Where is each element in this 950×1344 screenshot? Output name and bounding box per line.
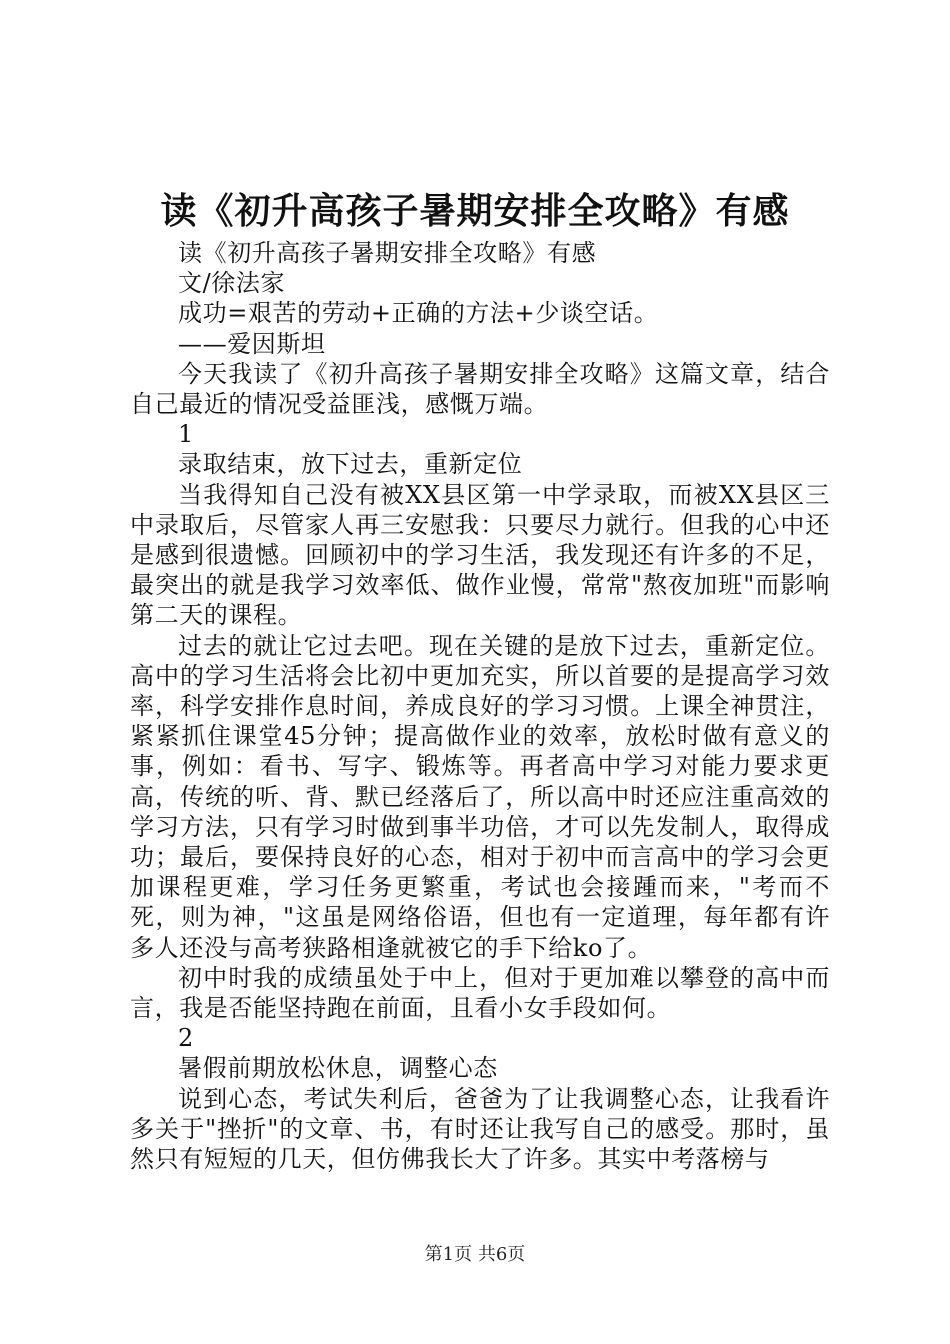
section-number: 1 [178, 420, 194, 449]
quote-author: ——爱因斯坦 [178, 329, 326, 358]
subtitle: 读《初升高孩子暑期安排全攻略》有感 [178, 239, 597, 267]
quote: 成功=艰苦的劳动+正确的方法+少谈空话。 [178, 299, 659, 328]
section-heading: 录取结束，放下过去，重新定位 [178, 450, 523, 479]
intro-paragraph: 今天我读了《初升高孩子暑期安排全攻略》这篇文章，结合自己最近的情况受益匪浅，感慨万端。 [130, 359, 830, 419]
section-number: 2 [178, 1024, 194, 1053]
paragraph: 初中时我的成绩虽处于中上，但对于更加难以攀登的高中而言，我是否能坚持跑在前面，且看小女手段如何。 [130, 963, 830, 1023]
document-body [130, 238, 830, 1174]
section-heading: 暑假前期放松休息，调整心态 [178, 1054, 498, 1083]
paragraph: 当我得知自己没有被XX县区第一中学录取，而被XX县区三中录取后，尽管家人再三安慰我：只要尽力就行。但我的心中还是感到很遗憾。回顾初中的学习生活，我发现还有许多的不足，最突出的就是我学习效率低、做作业慢，常常"熬夜加班"而影响第二天的课程。 [130, 480, 830, 630]
paragraph: 说到心态，考试失利后，爸爸为了让我调整心态，让我看许多关于"挫折"的文章、书，有时还让我写自己的感受。那时，虽然只有短短的几天，但仿佛我长大了许多。其实中考落榜与 [130, 1084, 830, 1174]
paragraph: 过去的就让它过去吧。现在关键的是放下过去，重新定位。高中的学习生活将会比初中更加充实，所以首要的是提高学习效率，科学安排作息时间，养成良好的学习习惯。上课全神贯注，紧紧抓住课堂45分钟；提高做作业的效率，放松时做有意义的事，例如：看书、写字、锻炼等。再者高中学习对能力要求更高，传统的听、背、默已经落后了，所以高中时还应注重高效的学习方法，只有学习时做到事半功倍，才可以先发制人，取得成功；最后，要保持良好的心态，相对于初中而言高中的学习会更加课程更难，学习任务更繁重，考试也会接踵而来，"考而不死，则为神，"这虽是网络俗语，但也有一定道理，每年都有许多人还没与高考狭路相逢就被它的手下给ko了。 [130, 631, 830, 962]
author-line: 文/徐法家 [178, 269, 286, 298]
page-footer: 第1页 共6页 [424, 1244, 526, 1265]
document-title: 读《初升高孩子暑期安排全攻略》有感 [160, 190, 790, 232]
